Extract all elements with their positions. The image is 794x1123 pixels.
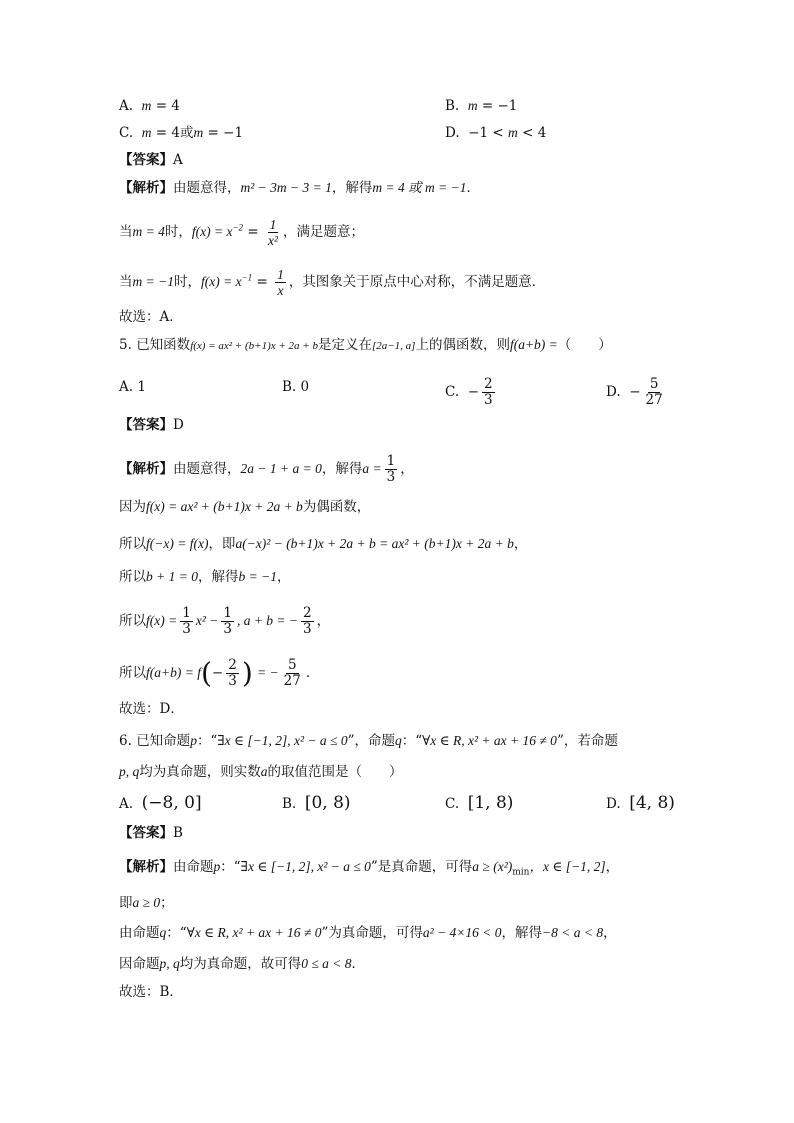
math-expr: ∀x ∈ R, x² + ax + 16 ≠ 0 [186, 925, 322, 940]
math-var: a [260, 764, 268, 779]
math-sign: − [211, 665, 224, 681]
answer-value: A [173, 152, 183, 168]
denominator: 3 [484, 392, 493, 408]
text: ， [605, 859, 620, 875]
text: 故选：A． [119, 309, 183, 325]
math-val: = 4 [155, 125, 180, 141]
text: ”是真命题，可得 [370, 859, 473, 875]
text: ，解得 [331, 180, 373, 196]
text: 因为 [119, 499, 146, 515]
text: 是定义在 [317, 337, 372, 353]
fraction [482, 377, 495, 408]
math-expr: p, q [119, 764, 140, 779]
math-val: = −1 [207, 125, 244, 141]
math-expr: 2a − 1 + a = 0 [240, 461, 322, 476]
math-val: [1, 8) [467, 793, 514, 813]
paren-open: ( [200, 656, 212, 690]
math-expr: p, q [159, 956, 180, 971]
text: ； [160, 895, 174, 911]
q5-analysis-line-4 [119, 567, 290, 587]
q5-answer [119, 415, 184, 435]
q5-analysis-line-2 [119, 497, 370, 517]
q5-option-b [282, 377, 309, 397]
q4-option-a [119, 96, 180, 116]
answer-value: B [173, 825, 183, 841]
q6-analysis-line-1 [119, 857, 619, 877]
q5-analysis-line-1 [119, 454, 414, 485]
q6-option-c [445, 793, 513, 814]
math-expr: a ≥ (x²) [472, 859, 513, 874]
text: 即 [119, 895, 133, 911]
numerator: 1 [386, 453, 396, 469]
option-label: A. [119, 98, 134, 114]
numerator: 1 [269, 217, 277, 232]
denominator: 27 [283, 673, 301, 689]
math-expr: ∃x ∈ [−1, 2], x² − a ≤ 0 [240, 859, 371, 874]
text: 由题意得， [173, 461, 241, 477]
math-var: p [213, 859, 221, 874]
option-label: B. [445, 98, 460, 114]
math-expr: a = [362, 461, 382, 476]
text: ，解得 [197, 569, 239, 585]
math-sign: − [467, 384, 480, 400]
math-expr: a² − 4×16 < 0 [422, 925, 502, 940]
denominator: 3 [303, 621, 312, 637]
option-label: C. [119, 125, 134, 141]
math-exp: −2 [232, 222, 244, 233]
numerator: 5 [649, 376, 659, 392]
math-expr: b + 1 = 0 [146, 569, 198, 584]
text: ． [305, 665, 320, 681]
math-val: < 4 [522, 125, 547, 141]
text: 已知函数 [136, 337, 191, 353]
math-expr: b = −1 [238, 569, 277, 584]
math-exp: −1 [241, 272, 253, 283]
math-var: p [190, 733, 197, 748]
answer-value: D [173, 417, 184, 433]
math-sub: min [512, 867, 530, 878]
q4-answer [119, 150, 183, 170]
q6-analysis-line-2 [119, 893, 174, 913]
text: 故选：D． [119, 701, 184, 717]
text: ”为真命题，可得 [321, 925, 423, 941]
math-val: −1 [497, 98, 518, 114]
text: 所以 [119, 569, 146, 585]
math-expr: f(x) = x [191, 224, 233, 239]
text: 已知命题 [136, 733, 191, 749]
q4-analysis-case-1 [119, 217, 364, 248]
math-expr: f(a+b) = f [146, 665, 201, 680]
math-expr: 0 ≤ a < 8 [301, 956, 352, 971]
analysis-tag: 【解析】 [119, 859, 173, 875]
math-expr: m = −1 [132, 274, 174, 289]
text: 的取值范围是（ ） [267, 764, 403, 780]
math-var: m [467, 98, 478, 113]
text: ， [276, 569, 291, 585]
text: 为偶函数， [302, 499, 371, 515]
math-val: [4, 8) [629, 793, 675, 813]
math-expr: f(x) = [146, 613, 178, 628]
text: 时， [164, 224, 192, 240]
math-val: (−8, 0] [141, 793, 202, 813]
math-sign: − [629, 384, 641, 400]
math-var: q [159, 925, 167, 940]
q6-option-d [606, 793, 675, 814]
text: 或 [179, 125, 194, 141]
option-label: D. [606, 796, 621, 812]
math-var: m [508, 125, 518, 140]
denominator: 3 [228, 673, 237, 689]
q4-option-c [119, 123, 243, 143]
q6-analysis-line-4 [119, 954, 365, 974]
fraction [266, 217, 280, 248]
fraction [275, 267, 286, 298]
text: ， [316, 613, 331, 629]
math-expr: a(−x)² − (b+1)x + 2a + b = ax² + (b+1)x + 2a + b [235, 536, 514, 551]
math-expr: ，x ∈ [−1, 2] [529, 859, 606, 874]
denominator: x [277, 283, 284, 298]
text: ，其图象关于原点中心对称，不满足题意． [288, 274, 546, 290]
text: 均为真命题，故可得 [179, 956, 302, 972]
math-val: 4 [171, 98, 180, 114]
fraction [301, 606, 314, 637]
option-label: D. [606, 384, 621, 400]
option-label: C. [445, 384, 460, 400]
denominator: 3 [223, 621, 232, 637]
math-rel: = [155, 98, 167, 114]
math-var: m [141, 125, 152, 140]
q4-choose [119, 307, 183, 327]
q4-analysis-case-2 [119, 267, 545, 298]
q6-choose [119, 982, 183, 1002]
text: 由命题 [173, 859, 214, 875]
q4-option-b [445, 96, 517, 116]
text: 由题意得， [173, 180, 241, 196]
q6-analysis-line-3 [119, 923, 617, 943]
fraction [221, 606, 234, 637]
math-val: 1 [137, 379, 146, 395]
math-expr: −8 < a < 8 [542, 925, 604, 940]
numerator: 1 [223, 605, 232, 621]
option-label: B. [282, 796, 297, 812]
q5-choose [119, 699, 184, 719]
answer-tag: 【答案】 [119, 417, 173, 433]
text: ：“ [196, 733, 218, 749]
math-rel: = [247, 224, 259, 240]
text: ：“ [166, 925, 187, 941]
q5-analysis-line-6 [119, 658, 319, 689]
q4-option-d [445, 123, 546, 143]
paren-close: ) [241, 656, 253, 690]
math-expr: , a + b = − [236, 613, 299, 628]
math-expr: f(−x) = f(x) [146, 536, 209, 551]
math-expr: f(a+b) = [509, 337, 558, 352]
q5-option-c [445, 377, 498, 408]
math-val: −1 < [468, 125, 504, 141]
numerator: 5 [287, 657, 297, 673]
math-expr: m² − 3m − 3 = 1 [240, 180, 332, 195]
text: 上的偶函数，则 [415, 337, 510, 353]
q5-analysis-line-3 [119, 534, 527, 554]
text: 所以 [119, 665, 146, 681]
math-expr: f(x) = ax² + (b+1)x + 2a + b [190, 340, 318, 352]
math-expr: f(x) = x [200, 274, 242, 289]
question-number: 5. [119, 337, 132, 353]
denominator: 27 [645, 392, 663, 408]
math-val: [0, 8) [304, 793, 351, 813]
q4-analysis-line-1 [119, 178, 480, 198]
question-number: 6. [119, 733, 132, 749]
math-expr: m = 4 或 m = −1 [372, 180, 467, 195]
text: ． [351, 956, 366, 972]
q5-analysis-line-5 [119, 606, 330, 637]
text: 由命题 [119, 925, 160, 941]
q5-stem [119, 335, 612, 356]
q6-option-a [119, 793, 202, 814]
option-label: A. [119, 796, 134, 812]
fraction [282, 658, 303, 689]
fraction [226, 658, 239, 689]
analysis-tag: 【解析】 [119, 180, 173, 196]
text: ”，命题 [347, 733, 395, 749]
text: 所以 [119, 613, 146, 629]
text: ”，若命题 [556, 733, 618, 749]
text: ， [513, 536, 528, 552]
fraction [180, 606, 193, 637]
text: 时， [173, 274, 201, 290]
math-expr: = − [257, 665, 279, 680]
text: ，解得 [501, 925, 542, 941]
text: 故选：B． [119, 984, 183, 1000]
text: ， [400, 461, 414, 477]
text: ：“ [220, 859, 241, 875]
math-var: m [141, 98, 152, 113]
option-label: A. [119, 379, 134, 395]
answer-tag: 【答案】 [119, 152, 173, 168]
text: ，解得 [321, 461, 363, 477]
text: ． [466, 180, 480, 196]
fraction [644, 377, 665, 408]
numerator: 2 [303, 605, 312, 621]
text: （ ） [557, 337, 612, 353]
math-var: q [394, 733, 402, 748]
math-val: 0 [300, 379, 310, 395]
math-rel: = [256, 274, 268, 290]
math-var: m [193, 125, 204, 140]
q6-answer [119, 823, 183, 843]
option-label: C. [445, 796, 460, 812]
text: ， [603, 925, 617, 941]
text: 当 [119, 274, 133, 290]
q5-option-a [119, 377, 146, 397]
denominator: 3 [182, 621, 191, 637]
math-expr: a ≥ 0 [132, 895, 161, 910]
answer-tag: 【答案】 [119, 825, 173, 841]
text: ，即 [208, 536, 236, 552]
text: 所以 [119, 536, 146, 552]
numerator: 1 [277, 267, 284, 282]
math-expr: m = 4 [132, 224, 165, 239]
denominator: x² [267, 233, 278, 248]
numerator: 2 [484, 376, 493, 392]
math-expr: ∃x ∈ [−1, 2], x² − a ≤ 0 [217, 733, 348, 748]
text: ：“ [401, 733, 423, 749]
q5-option-d [606, 377, 668, 408]
q6-stem-line-2 [119, 762, 403, 782]
text: 当 [119, 224, 133, 240]
fraction [385, 454, 398, 485]
option-label: D. [445, 125, 460, 141]
numerator: 2 [228, 657, 237, 673]
math-expr: f(x) = ax² + (b+1)x + 2a + b [146, 499, 303, 514]
math-expr: x² − [195, 613, 219, 628]
option-label: B. [282, 379, 297, 395]
math-rel: = [481, 98, 494, 114]
q6-option-b [282, 793, 351, 814]
math-expr: [2a−1, a] [371, 340, 416, 352]
denominator: 3 [386, 469, 396, 485]
numerator: 1 [182, 605, 191, 621]
text: 因命题 [119, 956, 160, 972]
text: ，满足题意； [282, 224, 364, 240]
text: 均为真命题，则实数 [139, 764, 261, 780]
math-expr: ∀x ∈ R, x² + ax + 16 ≠ 0 [422, 733, 557, 748]
q6-stem-line-1 [119, 731, 618, 751]
analysis-tag: 【解析】 [119, 461, 173, 477]
